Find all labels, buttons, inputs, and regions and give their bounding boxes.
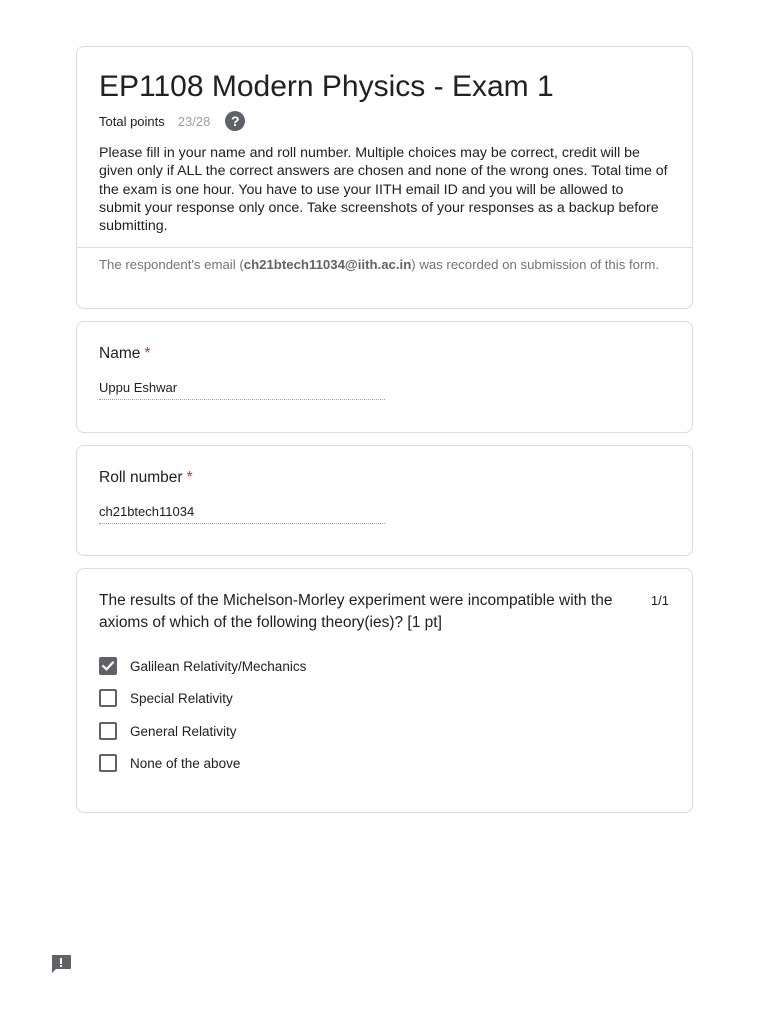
- required-asterisk: *: [186, 469, 193, 486]
- respondent-email: ch21btech11034@iith.ac.in: [243, 257, 412, 272]
- checkbox-unchecked: [99, 689, 117, 707]
- checkbox-checked: [99, 657, 117, 675]
- header-divider: [77, 247, 692, 248]
- name-label-text: Name: [99, 345, 141, 362]
- form-title: EP1108 Modern Physics - Exam 1: [99, 70, 554, 103]
- form-description: Please fill in your name and roll number. Multiple choices may be correct, credit will be given only if ALL the correct answers are chosen and none of the wrong ones. Total time of the exam is one hour. You have to use your IITH email ID and you will be allowed to submit your response only once. Take screenshots of your responses as a backup before submitting.: [99, 145, 668, 235]
- roll-number-answer: ch21btech11034: [99, 504, 385, 524]
- option-label: General Relativity: [130, 723, 237, 739]
- help-circle-icon[interactable]: ?: [225, 111, 245, 131]
- option-none-of-the-above: [99, 753, 240, 773]
- name-question-label: [99, 344, 150, 364]
- check-icon: [101, 659, 115, 673]
- name-answer: Uppu Eshwar: [99, 380, 385, 400]
- total-points-label: Total points: [99, 113, 165, 129]
- roll-number-question-card: [76, 445, 693, 556]
- total-points-value: 23/28: [177, 113, 211, 129]
- question-text: The results of the Michelson-Morley experiment were incompatible with the axioms of which of the following theory(ies)? [1 pt]: [99, 592, 613, 631]
- option-label: Special Relativity: [130, 690, 233, 706]
- question-score: 1/1: [650, 593, 669, 608]
- checkbox-unchecked: [99, 722, 117, 740]
- name-question-card: [76, 321, 693, 433]
- question-card: [76, 568, 693, 813]
- option-special-relativity: [99, 688, 233, 708]
- roll-number-label-text: Roll number: [99, 469, 183, 486]
- option-label: None of the above: [130, 755, 241, 771]
- respondent-email-note: [99, 256, 669, 275]
- option-galilean-relativity: [99, 656, 306, 676]
- form-header-card: [76, 46, 693, 309]
- option-label: Galilean Relativity/Mechanics: [130, 658, 307, 674]
- total-points-row: [99, 109, 245, 133]
- email-note-prefix: The respondent's email (: [99, 257, 244, 272]
- checkbox-unchecked: [99, 754, 117, 772]
- required-asterisk: *: [144, 345, 151, 362]
- feedback-icon[interactable]: [50, 954, 72, 974]
- option-general-relativity: [99, 721, 237, 741]
- email-note-suffix: ) was recorded on submission of this form.: [411, 257, 659, 272]
- roll-number-question-label: [99, 468, 193, 488]
